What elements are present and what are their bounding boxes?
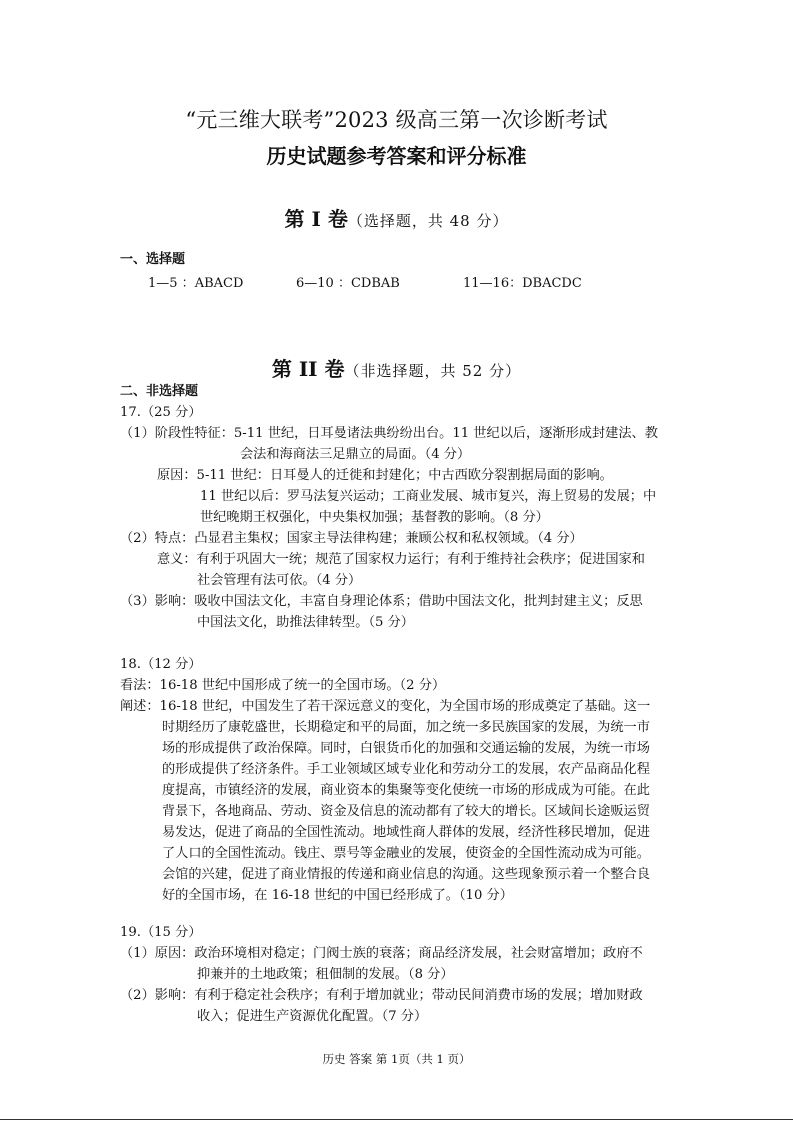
answer-keys: DBACDC <box>522 276 582 291</box>
volume-1-subtitle: （选择题，共 48 分） <box>347 212 509 230</box>
answer-line: 了人口的全国性流动。钱庄、票号等金融业的发展，使资金的全国性流动成为可能。 <box>162 846 650 861</box>
answer-range: 11—16： <box>463 276 523 291</box>
answer-line: 阐述：16-18 世纪，中国发生了若干深远意义的变化，为全国市场的形成奠定了基础。这一 <box>120 699 651 714</box>
volume-1-heading <box>0 203 793 232</box>
volume-2-subtitle: （非选择题，共 52 分） <box>344 362 522 380</box>
question-19-number: 19.（15 分） <box>120 925 202 940</box>
answer-line: 时期经历了康乾盛世，长期稳定和平的局面，加之统一多民族国家的发展，为统一市 <box>162 720 650 735</box>
answer-line: 的形成提供了经济条件。手工业领域区域专业化和劳动分工的发展，农产品商品化程 <box>162 762 650 777</box>
section-1-heading: 一、选择题 <box>120 252 186 267</box>
answer-line: 原因：5-11 世纪：日耳曼人的迁徙和封建化；中古西欧分裂割据局面的影响。 <box>157 468 613 483</box>
answer-line: （2）特点：凸显君主集权；国家主导法律构建；兼顾公权和私权领域。（4 分） <box>120 531 583 546</box>
volume-2-heading <box>0 353 793 382</box>
answer-group-2 <box>296 272 400 291</box>
answer-line: 11 世纪以后：罗马法复兴运动；工商业发展、城市复兴，海上贸易的发展；中 <box>200 489 657 504</box>
question-17-number: 17.（25 分） <box>120 405 202 420</box>
exam-title: “元三维大联考”2023 级高三第一次诊断考试 <box>185 108 608 132</box>
bottom-rule <box>0 1119 793 1120</box>
answer-line: 会馆的兴建，促进了商业情报的传递和商业信息的沟通。这些现象预示着一个整合良 <box>162 867 650 882</box>
answer-line: （2）影响：有利于稳定社会秩序；有利于增加就业；带动民间消费市场的发展；增加财政 <box>120 988 643 1003</box>
answer-line: 意义：有利于巩固大一统；规范了国家权力运行；有利于维持社会秩序；促进国家和 <box>157 552 645 567</box>
answer-keys: CDBAB <box>350 276 400 291</box>
answer-line: 会法和海商法三足鼎立的局面。（4 分） <box>240 447 471 462</box>
answer-keys: ABACD <box>194 276 244 291</box>
section-2-heading: 二、非选择题 <box>120 384 199 399</box>
answer-group-1 <box>148 272 243 291</box>
answer-line: 收入；促进生产资源优化配置。（7 分） <box>197 1009 428 1024</box>
answer-line: 世纪晚期王权强化，中央集权加强；基督教的影响。（8 分） <box>200 510 549 525</box>
volume-2-label: 第 II 卷 <box>271 357 345 381</box>
answer-key-title: 历史试题参考答案和评分标准 <box>266 144 527 168</box>
answer-range: 6—10 ： <box>296 276 351 291</box>
answer-line: 看法：16-18 世纪中国形成了统一的全国市场。（2 分） <box>120 678 446 693</box>
answer-line: 度提高，市镇经济的发展，商业资本的集聚等变化使统一市场的形成成为可能。在此 <box>162 783 650 798</box>
answer-line: 好的全国市场，在 16-18 世纪的中国已经形成了。（10 分） <box>162 888 513 903</box>
answer-line: 背景下，各地商品、劳动、资金及信息的流动都有了较大的增长。区域间长途贩运贸 <box>162 804 650 819</box>
question-18-number: 18.（12 分） <box>120 657 202 672</box>
answer-line: （3）影响：吸收中国法文化，丰富自身理论体系；借助中国法文化，批判封建主义；反思 <box>120 594 643 609</box>
answer-line: 抑兼并的土地政策；租佃制的发展。（8 分） <box>197 967 454 982</box>
answer-line: 社会管理有法可依。（4 分） <box>197 573 362 588</box>
page-footer: 历史 答案 第 1页（共 1 页） <box>322 1052 471 1066</box>
volume-1-label: 第 I 卷 <box>284 207 348 231</box>
answer-group-3 <box>463 272 582 291</box>
answer-line: 中国法文化，助推法律转型。（5 分） <box>197 615 414 630</box>
answer-line: （1）阶段性特征：5-11 世纪，日耳曼诸法典纷纷出台。11 世纪以后，逐渐形成封建法、教 <box>120 426 658 441</box>
answer-range: 1—5 ： <box>148 276 195 291</box>
answer-line: （1）原因：政治环境相对稳定；门阀士族的衰落；商品经济发展，社会财富增加；政府不 <box>120 946 643 961</box>
answer-line: 易发达，促进了商品的全国性流动。地域性商人群体的发展，经济性移民增加，促进 <box>162 825 650 840</box>
answer-line: 场的形成提供了政治保障。同时，白银货币化的加强和交通运输的发展，为统一市场 <box>162 741 650 756</box>
